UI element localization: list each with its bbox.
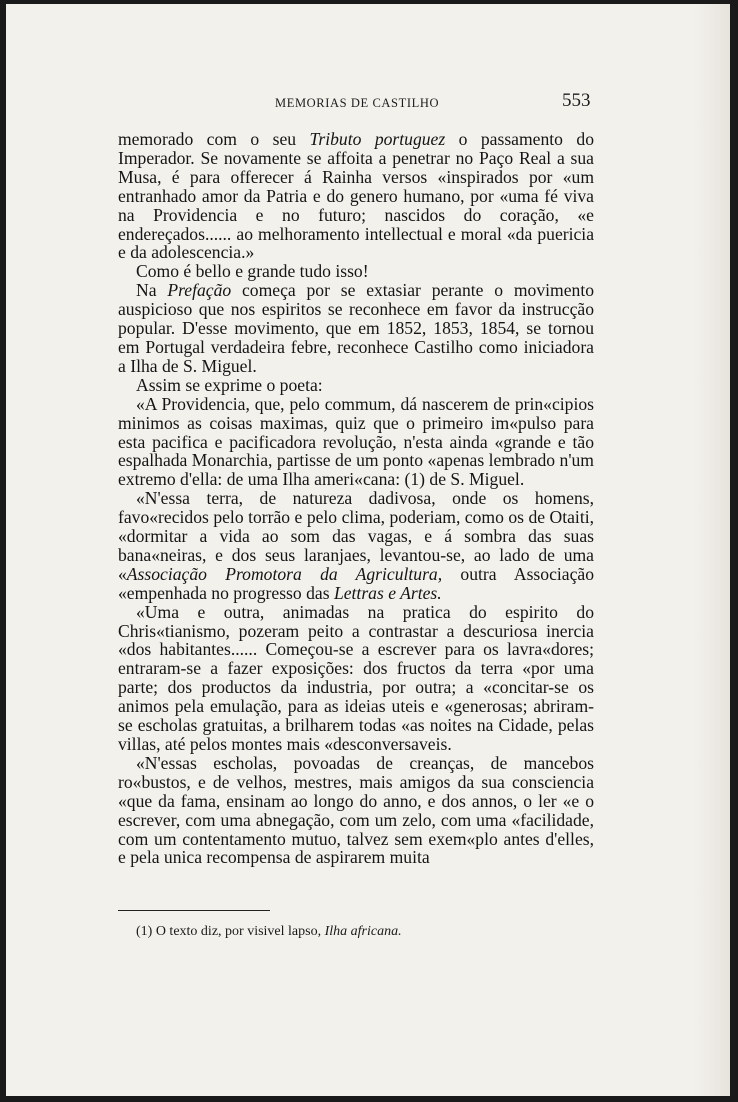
paragraph [118, 281, 594, 376]
text-run: Assim se exprime o poeta: [136, 374, 323, 395]
text-run: o passamento do Imperador. Se novamente se affoita a penetrar no Paço Real a sua Musa, é para offerecer á Rainha versos «inspirados por «um entranhado amor da Patria e do genero humano, por «uma fé viva na Providencia e no futuro; nascidos do coração, «e endereçados...... ao melhoramento intellectual e moral «da puericia e da adolescencia.» [118, 129, 595, 263]
text-run: Como é bello e grande tudo isso! [136, 261, 369, 282]
running-title: MEMORIAS DE CASTILHO [275, 96, 440, 110]
text-run: (1) O texto diz, por visivel lapso, [136, 924, 325, 939]
text-run: «A Providencia, que, pelo commum, dá nascerem de prin«cipios minimos as coisas maximas, quiz que o primeiro im«pulso para esta pacifica e pacificadora revolução, n'esta ainda «grande e tão espalhada Monarchia, partisse de um ponto «apenas lembrado n'um extremo d'ella: de uma Ilha ameri«cana: (1) de S. Miguel. [118, 393, 594, 490]
book-page [6, 4, 730, 1096]
page-header [6, 92, 730, 116]
text-run: «Uma e outra, animadas na pratica do espirito do Chris«tianismo, pozeram peito a contrastar a descuriosa inercia «dos habitantes...... Começou-se a escrever para os lavra«dores; entraram-se a fazer exposições: dos fructos da terra «por uma parte; dos productos da industria, por outra; a «concitar-se os animos pela emulação, para as ideias uteis e «generosas; abriram-se escholas gratuitas, a brilharem todas «as noites na Cidade, pelas villas, até pelos montes mais «desconversaveis. [118, 601, 594, 754]
paragraph [118, 262, 594, 281]
text-run: «N'essa terra, de natureza dadivosa, onde os homens, favo«recidos pelo torrão e pelo clima, poderiam, como os de Otaiti, «dormitar a vida ao som das vagas, e á sombra das suas bana«neiras, e dos seus laranjaes, levantou-se, ao lado de uma « [118, 488, 594, 584]
paragraph [118, 376, 594, 395]
paragraph [118, 130, 594, 262]
paragraph [118, 754, 594, 867]
footnote [136, 924, 402, 940]
italic-text: Tributo portuguez [309, 129, 446, 149]
text-run: Na [136, 280, 168, 301]
text-run: «N'essas escholas, povoadas de creanças, de mancebos ro«bustos, e de velhos, mestres, mais amigos da sua consciencia «que da fama, ensinam ao longo do anno, e dos annos, o ler «e o escrever, com uma abnegação, com um zelo, com uma «facilidade, com um contentamento mutuo, talvez sem exem«plo antes d'elles, e pela unica recompensa de aspirarem muita [118, 752, 594, 868]
text-run: começa por se extasiar perante o movimento auspicioso que nos espiritos se reconhece em favor da instrucção popular. D'esse movimento, que em 1852, 1853, 1854, se tornou em Portugal verdadeira febre, reconhece Castilho como iniciadora a Ilha de S. Miguel. [118, 280, 595, 376]
footnote-divider [118, 910, 270, 911]
italic-text: Associação Promotora da Agricultura, [126, 563, 443, 584]
page-edge-shading [694, 4, 730, 1096]
page-number: 553 [562, 90, 591, 111]
italic-text: Lettras e Artes. [333, 582, 442, 603]
text-run: memorado com o seu [118, 129, 310, 149]
text-run: outra Associação «empenhada no progresso das [118, 563, 594, 603]
body-text [118, 130, 594, 867]
italic-text: Prefação [167, 280, 232, 301]
paragraph [118, 603, 594, 754]
italic-text: Ilha africana. [324, 924, 402, 939]
paragraph [118, 395, 594, 490]
paragraph [118, 489, 594, 602]
